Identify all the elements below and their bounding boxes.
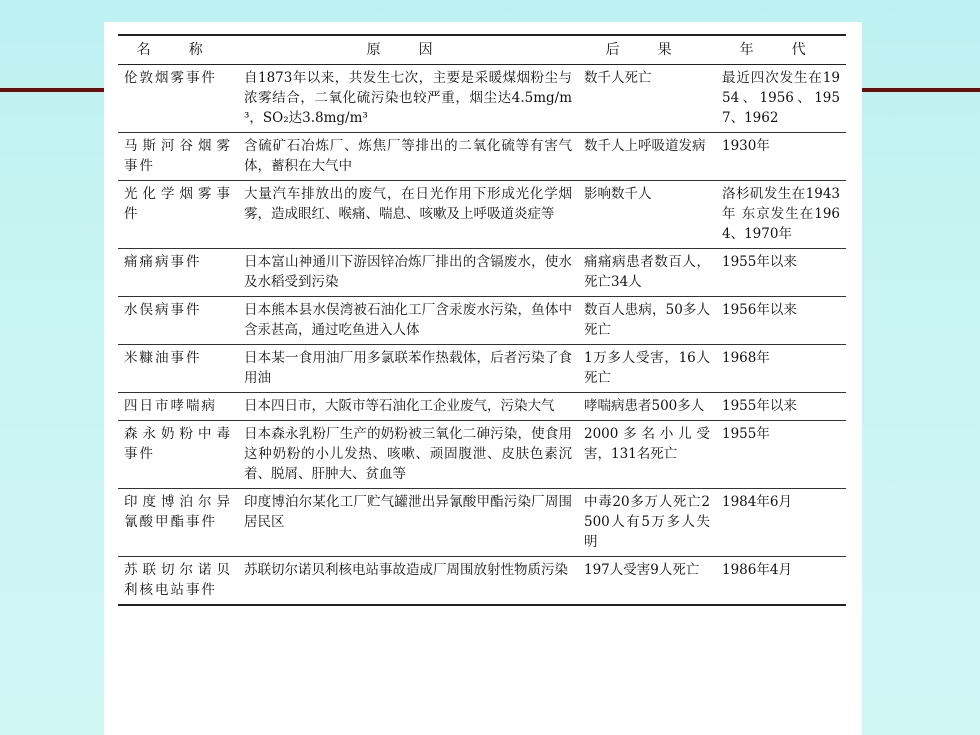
table-row [118, 249, 846, 297]
event-cause: 日本熊本县水俣湾被石油化工厂含汞废水污染，鱼体中含汞甚高，通过吃鱼进入人体 [238, 297, 578, 345]
table-row [118, 393, 846, 421]
event-cause: 日本森永乳粉厂生产的奶粉被三氧化二砷污染，使食用这种奶粉的小儿发热、咳嗽、顽固腹泄、皮肤色素沉着、脱屑、肝肿大、贫血等 [238, 421, 578, 489]
event-name: 米糠油事件 [118, 345, 238, 393]
table-header [118, 35, 846, 65]
event-cause: 日本四日市，大阪市等石油化工企业废气，污染大气 [238, 393, 578, 421]
table-row [118, 133, 846, 181]
event-time: 1984年6月 [716, 489, 846, 557]
event-cause: 日本某一食用油厂用多氯联苯作热载体，后者污染了食用油 [238, 345, 578, 393]
event-time: 1955年 [716, 421, 846, 489]
event-result: 痛痛病患者数百人，死亡34人 [578, 249, 716, 297]
table-row [118, 65, 846, 133]
event-cause: 日本富山神通川下游因锌冶炼厂排出的含镉废水，使水及水稻受到污染 [238, 249, 578, 297]
scanned-table-page [104, 22, 862, 735]
event-name: 水俣病事件 [118, 297, 238, 345]
event-name: 马斯河谷烟雾事件 [118, 133, 238, 181]
table-row [118, 557, 846, 606]
table-row [118, 421, 846, 489]
header-name: 名 称 [118, 35, 238, 65]
event-time: 1955年以来 [716, 249, 846, 297]
event-result: 中毒20多万人死亡2500人有5万多人失明 [578, 489, 716, 557]
event-time: 洛杉矶发生在1943年 东京发生在1964、1970年 [716, 181, 846, 249]
event-name: 森永奶粉中毒事件 [118, 421, 238, 489]
event-time: 最近四次发生在1954、1956、1957、1962 [716, 65, 846, 133]
event-name: 光化学烟雾事件 [118, 181, 238, 249]
event-name: 四日市哮喘病 [118, 393, 238, 421]
header-result: 后 果 [578, 35, 716, 65]
event-cause: 大量汽车排放出的废气，在日光作用下形成光化学烟雾，造成眼红、喉痛、喘息、咳嗽及上呼吸道炎症等 [238, 181, 578, 249]
event-result: 数千人上呼吸道发病 [578, 133, 716, 181]
event-time: 1968年 [716, 345, 846, 393]
event-result: 数千人死亡 [578, 65, 716, 133]
event-result: 1万多人受害，16人死亡 [578, 345, 716, 393]
event-name: 痛痛病事件 [118, 249, 238, 297]
table-row [118, 181, 846, 249]
header-time: 年 代 [716, 35, 846, 65]
table-row [118, 297, 846, 345]
pollution-events-table [118, 34, 846, 606]
right-accent-rule [862, 88, 980, 92]
table-row [118, 489, 846, 557]
event-cause: 苏联切尔诺贝利核电站事故造成厂周围放射性物质污染 [238, 557, 578, 606]
event-name: 伦敦烟雾事件 [118, 65, 238, 133]
event-cause: 自1873年以来，共发生七次，主要是采暖煤烟粉尘与浓雾结合，二氧化硫污染也较严重，烟尘达4.5mg/m³，SO₂达3.8mg/m³ [238, 65, 578, 133]
event-time: 1955年以来 [716, 393, 846, 421]
header-row [118, 35, 846, 65]
table-row [118, 345, 846, 393]
event-time: 1986年4月 [716, 557, 846, 606]
event-result: 2000多名小儿受害，131名死亡 [578, 421, 716, 489]
left-accent-rule [0, 88, 104, 92]
event-name: 印度博泊尔异氰酸甲酯事件 [118, 489, 238, 557]
header-cause: 原 因 [238, 35, 578, 65]
event-cause: 印度博泊尔某化工厂贮气罐泄出异氰酸甲酯污染厂周围居民区 [238, 489, 578, 557]
event-result: 影响数千人 [578, 181, 716, 249]
event-name: 苏联切尔诺贝利核电站事件 [118, 557, 238, 606]
event-cause: 含硫矿石冶炼厂、炼焦厂等排出的二氧化硫等有害气体，蓄积在大气中 [238, 133, 578, 181]
event-time: 1956年以来 [716, 297, 846, 345]
event-time: 1930年 [716, 133, 846, 181]
event-result: 197人受害9人死亡 [578, 557, 716, 606]
table-body [118, 65, 846, 606]
event-result: 哮喘病患者500多人 [578, 393, 716, 421]
event-result: 数百人患病，50多人死亡 [578, 297, 716, 345]
